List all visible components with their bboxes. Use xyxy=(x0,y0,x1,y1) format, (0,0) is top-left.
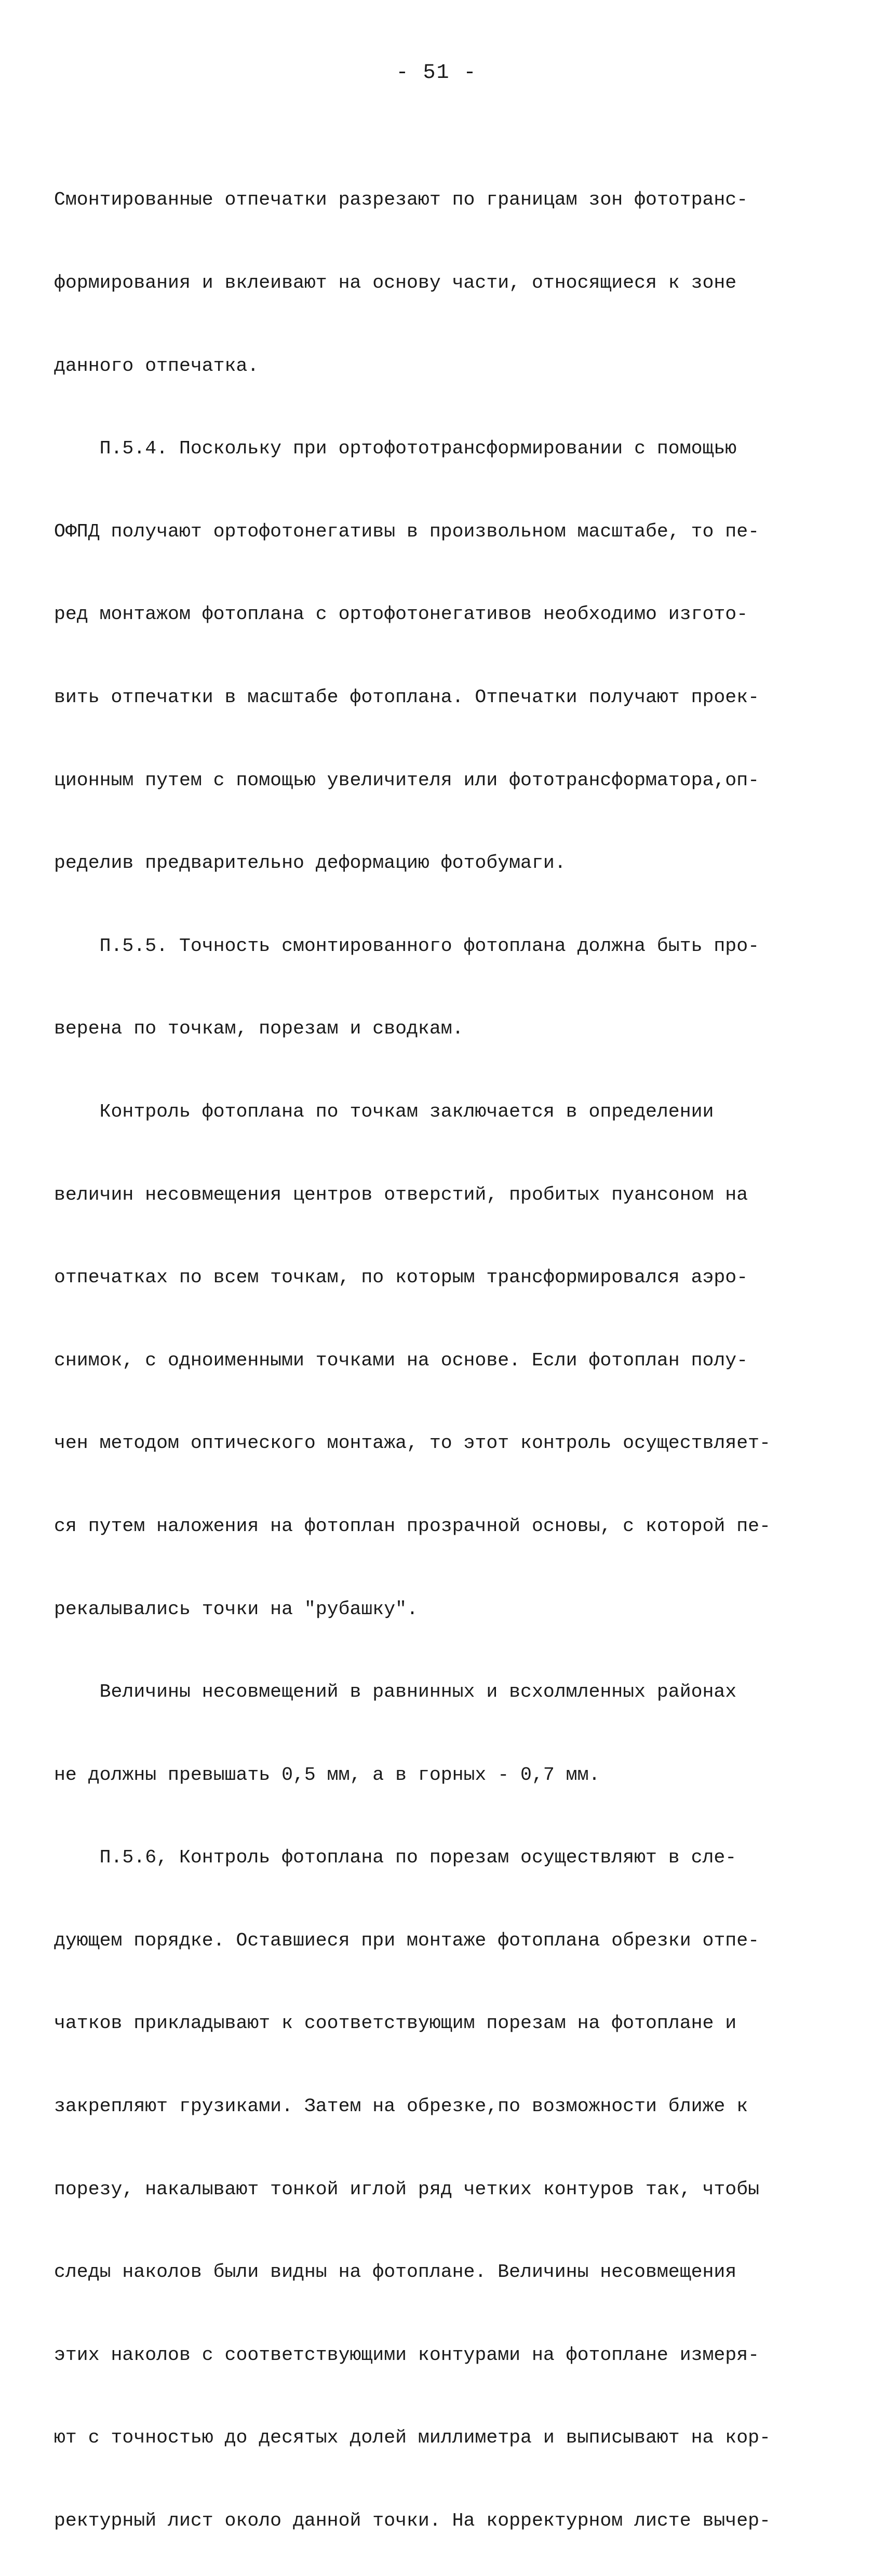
text-line: ректурный лист около данной точки. На корректурном листе вычер- xyxy=(54,2510,771,2532)
text-line: закрепляют грузиками. Затем на обрезке,по возможности ближе к xyxy=(54,2096,748,2117)
text-line: не должны превышать 0,5 мм, а в горных - 0,7 мм. xyxy=(54,1764,600,1786)
text-line: П.5.4. Поскольку при ортофототрансформировании с помощью xyxy=(54,438,737,460)
page-number: - 51 - xyxy=(396,61,477,85)
text-line: рекалывались точки на "рубашку". xyxy=(54,1598,418,1620)
body-text xyxy=(54,131,823,2576)
text-line: ред монтажом фотоплана с ортофотонегативов необходимо изгото- xyxy=(54,603,748,625)
text-line: Величины несовмещений в равнинных и всхолмленных районах xyxy=(54,1681,737,1703)
text-line: порезу, накалывают тонкой иглой ряд четких контуров так, чтобы xyxy=(54,2178,760,2200)
text-line: ределив предварительно деформацию фотобумаги. xyxy=(54,852,566,874)
text-line: величин несовмещения центров отверстий, пробитых пуансоном на xyxy=(54,1184,748,1205)
text-line: вить отпечатки в масштабе фотоплана. Отпечатки получают проек- xyxy=(54,686,760,708)
text-line: данного отпечатка. xyxy=(54,355,259,377)
text-line: Смонтированные отпечатки разрезают по границам зон фототранс- xyxy=(54,189,748,211)
text-line: формирования и вклеивают на основу части, относящиеся к зоне xyxy=(54,272,737,293)
text-line: снимок, с одноименными точками на основе. Если фотоплан полу- xyxy=(54,1349,748,1371)
text-line: этих наколов с соответствующими контурами на фотоплане измеря- xyxy=(54,2344,760,2366)
text-line: П.5.5. Точность смонтированного фотоплана должна быть про- xyxy=(54,935,760,957)
text-line: ют с точностью до десятых долей миллиметра и выписывают на кор- xyxy=(54,2427,771,2449)
text-line: П.5.6, Контроль фотоплана по порезам осуществляют в сле- xyxy=(54,1847,737,1869)
text-line: ся путем наложения на фотоплан прозрачной основы, с которой пе- xyxy=(54,1515,771,1537)
text-line: верена по точкам, порезам и сводкам. xyxy=(54,1018,464,1040)
text-line: следы наколов были видны на фотоплане. Величины несовмещения xyxy=(54,2261,737,2283)
text-line: чен методом оптического монтажа, то этот контроль осуществляет- xyxy=(54,1432,771,1454)
text-line: ционным путем с помощью увеличителя или фототрансформатора,оп- xyxy=(54,769,760,791)
text-line: Контроль фотоплана по точкам заключается в определении xyxy=(54,1101,714,1122)
text-line: отпечатках по всем точкам, по которым трансформировался аэро- xyxy=(54,1267,748,1289)
text-line: дующем порядке. Оставшиеся при монтаже фотоплана обрезки отпе- xyxy=(54,1929,760,1951)
text-line: чатков прикладывают к соответствующим порезам на фотоплане и xyxy=(54,2013,737,2034)
text-line: ОФПД получают ортофотонегативы в произвольном масштабе, то пе- xyxy=(54,520,760,542)
